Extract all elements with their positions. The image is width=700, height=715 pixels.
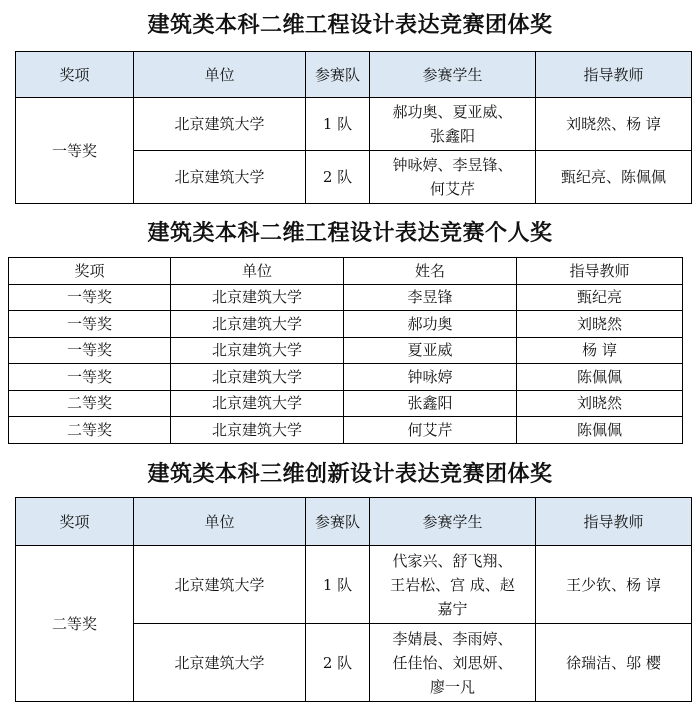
team-cell: 1 队 <box>306 546 370 624</box>
teachers-cell: 刘晓然、杨 谆 <box>536 98 692 151</box>
award-cell: 一等奖 <box>9 284 171 311</box>
header-students: 参赛学生 <box>370 498 536 546</box>
teachers-cell: 甄纪亮、陈佩佩 <box>536 151 692 204</box>
header-teacher: 指导教师 <box>517 258 683 285</box>
header-award: 奖项 <box>16 52 134 98</box>
students-cell <box>370 98 536 151</box>
award-cell: 二等奖 <box>9 390 171 417</box>
name-cell: 夏亚威 <box>344 337 517 364</box>
teachers-cell: 徐瑞洁、邬 樱 <box>536 624 692 702</box>
individual2d-title: 建筑类本科二维工程设计表达竞赛个人奖 <box>147 221 553 246</box>
student-line: 张鑫阳 <box>429 127 475 145</box>
team-cell: 2 队 <box>306 151 370 204</box>
unit-cell: 北京建筑大学 <box>171 364 344 391</box>
teachers-cell: 王少钦、杨 谆 <box>536 546 692 624</box>
teacher-cell: 刘晓然 <box>517 311 683 338</box>
header-students: 参赛学生 <box>370 52 536 98</box>
unit-cell: 北京建筑大学 <box>171 337 344 364</box>
header-team: 参赛队 <box>306 52 370 98</box>
teacher-cell: 杨 谆 <box>517 337 683 364</box>
name-cell: 郝功奥 <box>344 311 517 338</box>
table-row <box>16 98 692 151</box>
team3d-table <box>15 497 692 702</box>
table-row <box>16 546 692 624</box>
student-line: 郝功奥、夏亚威、 <box>392 103 513 121</box>
team2d-table <box>15 51 692 204</box>
header-name: 姓名 <box>344 258 517 285</box>
students-cell <box>370 151 536 204</box>
unit-cell: 北京建筑大学 <box>171 390 344 417</box>
teacher-cell: 陈佩佩 <box>517 364 683 391</box>
unit-cell: 北京建筑大学 <box>171 311 344 338</box>
student-line: 任佳怡、刘思妍、 <box>392 653 513 672</box>
table-row <box>9 337 683 364</box>
team2d-title: 建筑类本科二维工程设计表达竞赛团体奖 <box>147 13 553 38</box>
name-cell: 钟咏婷 <box>344 364 517 391</box>
teacher-cell: 陈佩佩 <box>517 417 683 444</box>
unit-cell: 北京建筑大学 <box>134 546 306 624</box>
table-row <box>9 390 683 417</box>
award-cell: 二等奖 <box>16 546 134 702</box>
students-cell <box>370 624 536 702</box>
student-line: 王岩松、宫 成、赵 <box>390 575 515 594</box>
header-teachers: 指导教师 <box>536 52 692 98</box>
unit-cell: 北京建筑大学 <box>134 98 306 151</box>
table-header-row <box>9 258 683 285</box>
team-cell: 2 队 <box>306 624 370 702</box>
header-unit: 单位 <box>171 258 344 285</box>
table-row <box>9 311 683 338</box>
student-line: 何艾芹 <box>429 180 475 198</box>
teacher-cell: 刘晓然 <box>517 390 683 417</box>
student-line: 钟咏婷、李昱锋、 <box>392 156 513 174</box>
award-cell: 一等奖 <box>9 364 171 391</box>
name-cell: 何艾芹 <box>344 417 517 444</box>
team3d-title: 建筑类本科三维创新设计表达竞赛团体奖 <box>147 462 553 487</box>
name-cell: 张鑫阳 <box>344 390 517 417</box>
header-unit: 单位 <box>134 498 306 546</box>
header-team: 参赛队 <box>306 498 370 546</box>
students-cell <box>370 546 536 624</box>
award-cell: 一等奖 <box>9 337 171 364</box>
award-cell: 一等奖 <box>9 311 171 338</box>
student-line: 代家兴、舒飞翔、 <box>392 551 513 570</box>
unit-cell: 北京建筑大学 <box>134 151 306 204</box>
header-unit: 单位 <box>134 52 306 98</box>
team-cell: 1 队 <box>306 98 370 151</box>
student-line: 李婧晨、李雨婷、 <box>392 629 513 648</box>
name-cell: 李昱锋 <box>344 284 517 311</box>
unit-cell: 北京建筑大学 <box>134 624 306 702</box>
award-cell: 一等奖 <box>16 98 134 204</box>
award-cell: 二等奖 <box>9 417 171 444</box>
unit-cell: 北京建筑大学 <box>171 284 344 311</box>
table-row <box>9 284 683 311</box>
individual2d-table <box>8 257 683 444</box>
table-header-row <box>16 498 692 546</box>
table-row <box>9 364 683 391</box>
header-award: 奖项 <box>16 498 134 546</box>
teacher-cell: 甄纪亮 <box>517 284 683 311</box>
header-award: 奖项 <box>9 258 171 285</box>
header-teachers: 指导教师 <box>536 498 692 546</box>
unit-cell: 北京建筑大学 <box>171 417 344 444</box>
student-line: 廖一凡 <box>429 677 475 696</box>
table-row <box>9 417 683 444</box>
table-header-row <box>16 52 692 98</box>
student-line: 嘉宁 <box>437 599 468 618</box>
